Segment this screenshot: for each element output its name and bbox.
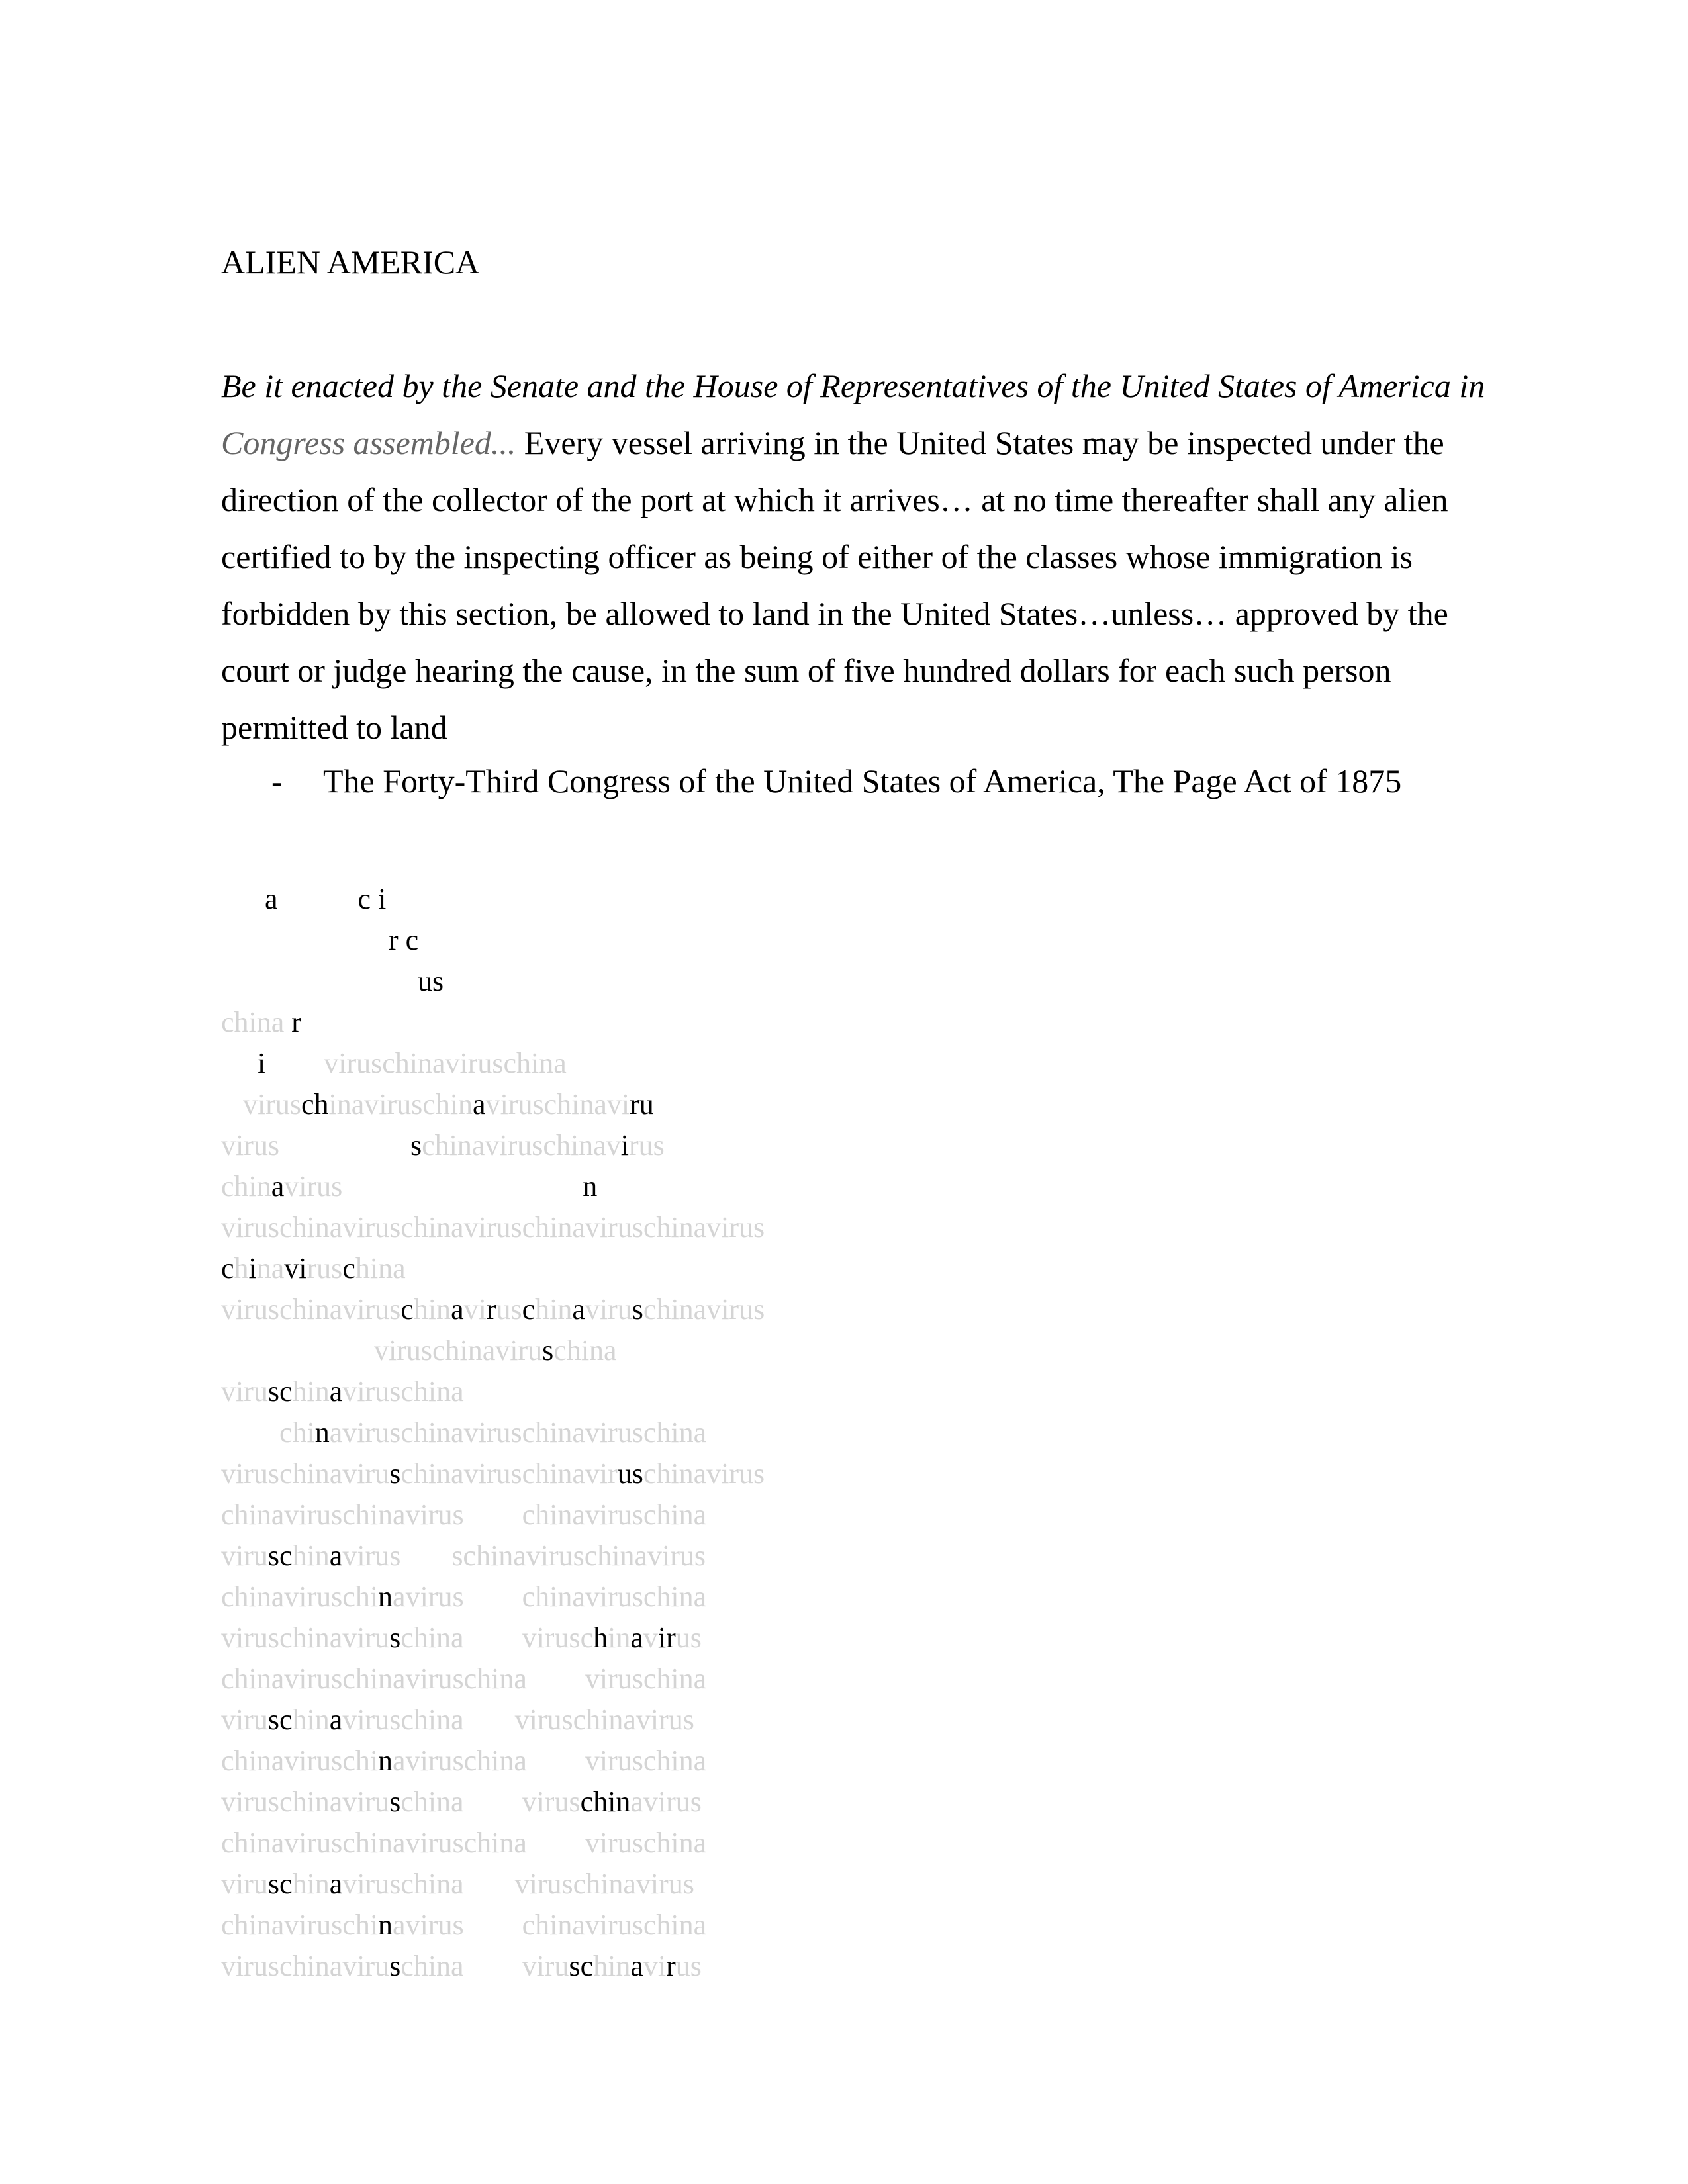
poem-highlight-letters: s: [389, 1457, 401, 1490]
poem-line: [221, 1576, 765, 1617]
poem-faded-text: [221, 965, 418, 997]
poem-line: [221, 1864, 765, 1905]
poem-faded-text: rus: [306, 1252, 343, 1285]
poem-highlight-letters: i: [620, 1129, 629, 1161]
attribution-dash: -: [271, 762, 283, 799]
poem-highlight-letters: s: [410, 1129, 422, 1161]
poem-line: [221, 920, 765, 961]
poem-faded-text: vi: [643, 1950, 667, 1982]
poem-faded-text: viruschinaviruschina: [324, 1047, 567, 1079]
poem-line: [221, 1289, 765, 1330]
document-title: ALIEN AMERICA: [221, 244, 480, 281]
poem-highlight-letters: n: [583, 1170, 598, 1203]
poem-line: [221, 1700, 765, 1741]
poem-highlight-letters: n: [378, 1745, 393, 1777]
poem-faded-text: chinaviruschinav: [422, 1129, 621, 1161]
poem-faded-text: us: [675, 1950, 702, 1982]
poem-faded-text: inaviruschin: [328, 1088, 473, 1120]
poem-highlight-letters: c: [357, 883, 371, 915]
poem-faded-text: chinaviruschinavir: [400, 1457, 618, 1490]
poem-faded-text: viru: [221, 1375, 268, 1408]
poem-faded-text: chinaviruschinavirus chinaviruschina: [221, 1498, 707, 1531]
poem-faded-text: us: [496, 1293, 522, 1326]
poem-faded-text: avirus: [630, 1786, 702, 1818]
poem-faded-text: viruschina viruschinavirus: [342, 1868, 694, 1900]
poem-highlight-letters: a: [572, 1293, 585, 1326]
poem-highlight-letters: r: [389, 924, 399, 956]
poem-faded-text: chinaviruschi: [221, 1580, 379, 1613]
poem-faded-text: chi: [221, 1416, 315, 1449]
concrete-poem: [221, 879, 765, 1987]
enactment-italic-text: Be it enacted by the Senate and the House of Representatives of the United States of America in: [221, 367, 1485, 404]
poem-faded-text: viruschinavi: [485, 1088, 630, 1120]
poem-faded-text: chinaviruschi: [221, 1745, 379, 1777]
poem-faded-text: china viru: [400, 1950, 569, 1982]
poem-line: [221, 1741, 765, 1782]
poem-highlight-letters: i: [378, 883, 387, 915]
poem-faded-text: chinaviruschi: [221, 1909, 379, 1941]
poem-faded-text: rus: [628, 1129, 665, 1161]
poem-line: [221, 1453, 765, 1494]
poem-faded-text: [221, 883, 265, 915]
poem-highlight-letters: c: [405, 924, 419, 956]
poem-faded-text: v: [643, 1621, 658, 1654]
poem-faded-text: in: [608, 1621, 631, 1654]
poem-highlight-letters: vi: [284, 1252, 307, 1285]
poem-faded-text: viruschinaviru: [221, 1621, 390, 1654]
poem-faded-text: chinaviruschinaviruschina viruschina: [221, 1662, 707, 1695]
poem-faded-text: hina: [355, 1252, 406, 1285]
poem-line: [221, 1782, 765, 1823]
poem-faded-text: vi: [463, 1293, 487, 1326]
enactment-grey-text: Congress assembled...: [221, 424, 516, 461]
poem-faded-text: hin: [535, 1293, 573, 1326]
poem-line: [221, 1535, 765, 1576]
poem-line: [221, 1043, 765, 1084]
poem-faded-text: china virusc: [400, 1621, 594, 1654]
poem-highlight-letters: us: [418, 965, 444, 997]
poem-line: [221, 1823, 765, 1864]
poem-line: [221, 1946, 765, 1987]
poem-highlight-letters: ch: [301, 1088, 329, 1120]
poem-highlight-letters: a: [329, 1539, 343, 1572]
poem-highlight-letters: c: [221, 1252, 234, 1285]
poem-faded-text: viruschina: [342, 1375, 464, 1408]
poem-faded-text: aviruschinaviruschinaviruschina: [329, 1416, 707, 1449]
poem-line: [221, 1166, 765, 1207]
poem-highlight-letters: s: [389, 1786, 401, 1818]
poem-faded-text: aviruschina viruschina: [393, 1745, 707, 1777]
poem-faded-text: viru: [221, 1539, 268, 1572]
poem-faded-text: china virus: [400, 1786, 581, 1818]
poem-highlight-letters: i: [248, 1252, 257, 1285]
poem-faded-text: viruschinaviruschinaviruschinaviruschinavirus: [221, 1211, 765, 1244]
poem-faded-text: virus: [284, 1170, 583, 1203]
poem-faded-text: hin: [292, 1375, 330, 1408]
poem-line: [221, 1248, 765, 1289]
poem-faded-text: chinavirus: [643, 1293, 765, 1326]
poem-highlight-letters: sc: [267, 1539, 293, 1572]
poem-faded-text: chinaviruschinaviruschina viruschina: [221, 1827, 707, 1859]
poem-faded-text: us: [675, 1621, 702, 1654]
poem-faded-text: chin: [221, 1170, 271, 1203]
poem-highlight-letters: chin: [580, 1786, 631, 1818]
poem-faded-text: viruschinaviru: [221, 1334, 543, 1367]
poem-highlight-letters: s: [389, 1950, 401, 1982]
poem-highlight-letters: sc: [267, 1704, 293, 1736]
epigraph-body-text: Every vessel arriving in the United States may be inspected under the direction of the collector of the port at which it arrives… at no time thereafter shall any alien certified to by the inspecting officer as being of either of the classes whose immigration is forbidden by this section, be allowed to land in the United States…unless… approved by the court or judge hearing the cause, in the sum of five hundred dollars for each such person permitted to land: [221, 424, 1448, 746]
poem-faded-text: h: [234, 1252, 249, 1285]
poem-highlight-letters: s: [632, 1293, 643, 1326]
poem-faded-text: viruschinaviru: [221, 1786, 390, 1818]
poem-faded-text: viru: [221, 1704, 268, 1736]
poem-highlight-letters: sc: [569, 1950, 594, 1982]
poem-highlight-letters: a: [271, 1170, 285, 1203]
poem-line: [221, 1084, 765, 1125]
poem-highlight-letters: ir: [657, 1621, 676, 1654]
poem-highlight-letters: c: [522, 1293, 536, 1326]
poem-highlight-letters: sc: [267, 1868, 293, 1900]
poem-faded-text: [221, 1047, 258, 1079]
poem-faded-text: virus: [221, 1088, 301, 1120]
poem-faded-text: viru: [585, 1293, 632, 1326]
poem-faded-text: viruschina viruschinavirus: [342, 1704, 694, 1736]
epigraph-paragraph: [221, 357, 1492, 756]
poem-faded-text: viruschinaviru: [221, 1457, 390, 1490]
poem-highlight-letters: a: [630, 1621, 643, 1654]
poem-faded-text: hin: [413, 1293, 451, 1326]
poem-highlight-letters: r: [486, 1293, 496, 1326]
poem-highlight-letters: a: [329, 1375, 343, 1408]
poem-faded-text: virus schinaviruschinavirus: [342, 1539, 706, 1572]
poem-faded-text: [278, 883, 358, 915]
attribution-text: The Forty-Third Congress of the United States of America, The Page Act of 1875: [323, 762, 1402, 799]
poem-faded-text: hin: [593, 1950, 631, 1982]
poem-faded-text: avirus chinaviruschina: [393, 1909, 707, 1941]
poem-faded-text: [399, 924, 406, 956]
poem-highlight-letters: us: [617, 1457, 643, 1490]
poem-faded-text: na: [256, 1252, 285, 1285]
poem-line: [221, 879, 765, 920]
poem-line: [221, 961, 765, 1002]
poem-faded-text: [221, 924, 389, 956]
poem-line: [221, 1207, 765, 1248]
poem-highlight-letters: c: [342, 1252, 355, 1285]
poem-highlight-letters: sc: [267, 1375, 293, 1408]
poem-faded-text: viruschinaviru: [221, 1950, 390, 1982]
poem-highlight-letters: a: [473, 1088, 486, 1120]
poem-faded-text: [265, 1047, 324, 1079]
poem-line: [221, 1905, 765, 1946]
poem-highlight-letters: a: [265, 883, 278, 915]
poem-highlight-letters: n: [378, 1580, 393, 1613]
poem-highlight-letters: n: [314, 1416, 330, 1449]
poem-highlight-letters: r: [291, 1006, 301, 1038]
poem-line: [221, 1659, 765, 1700]
poem-faded-text: china: [553, 1334, 617, 1367]
poem-highlight-letters: a: [329, 1868, 343, 1900]
poem-highlight-letters: a: [630, 1950, 643, 1982]
poem-line: [221, 1371, 765, 1412]
poem-line: [221, 1002, 765, 1043]
poem-highlight-letters: s: [389, 1621, 401, 1654]
poem-highlight-letters: a: [451, 1293, 464, 1326]
poem-faded-text: viru: [221, 1868, 268, 1900]
poem-highlight-letters: r: [666, 1950, 676, 1982]
poem-line: [221, 1412, 765, 1453]
poem-faded-text: hin: [292, 1704, 330, 1736]
poem-highlight-letters: i: [258, 1047, 266, 1079]
poem-faded-text: hin: [292, 1539, 330, 1572]
poem-highlight-letters: s: [542, 1334, 554, 1367]
poem-faded-text: china: [221, 1006, 292, 1038]
poem-faded-text: virus: [221, 1129, 410, 1161]
poem-line: [221, 1125, 765, 1166]
poem-highlight-letters: n: [378, 1909, 393, 1941]
poem-line: [221, 1617, 765, 1659]
poem-faded-text: avirus chinaviruschina: [393, 1580, 707, 1613]
poem-line: [221, 1494, 765, 1535]
poem-faded-text: [371, 883, 378, 915]
poem-line: [221, 1330, 765, 1371]
poem-highlight-letters: h: [593, 1621, 608, 1654]
poem-faded-text: chinavirus: [643, 1457, 765, 1490]
poem-faded-text: viruschinavirus: [221, 1293, 401, 1326]
poem-highlight-letters: a: [329, 1704, 343, 1736]
poem-highlight-letters: c: [400, 1293, 414, 1326]
poem-highlight-letters: ru: [630, 1088, 654, 1120]
poem-faded-text: hin: [292, 1868, 330, 1900]
